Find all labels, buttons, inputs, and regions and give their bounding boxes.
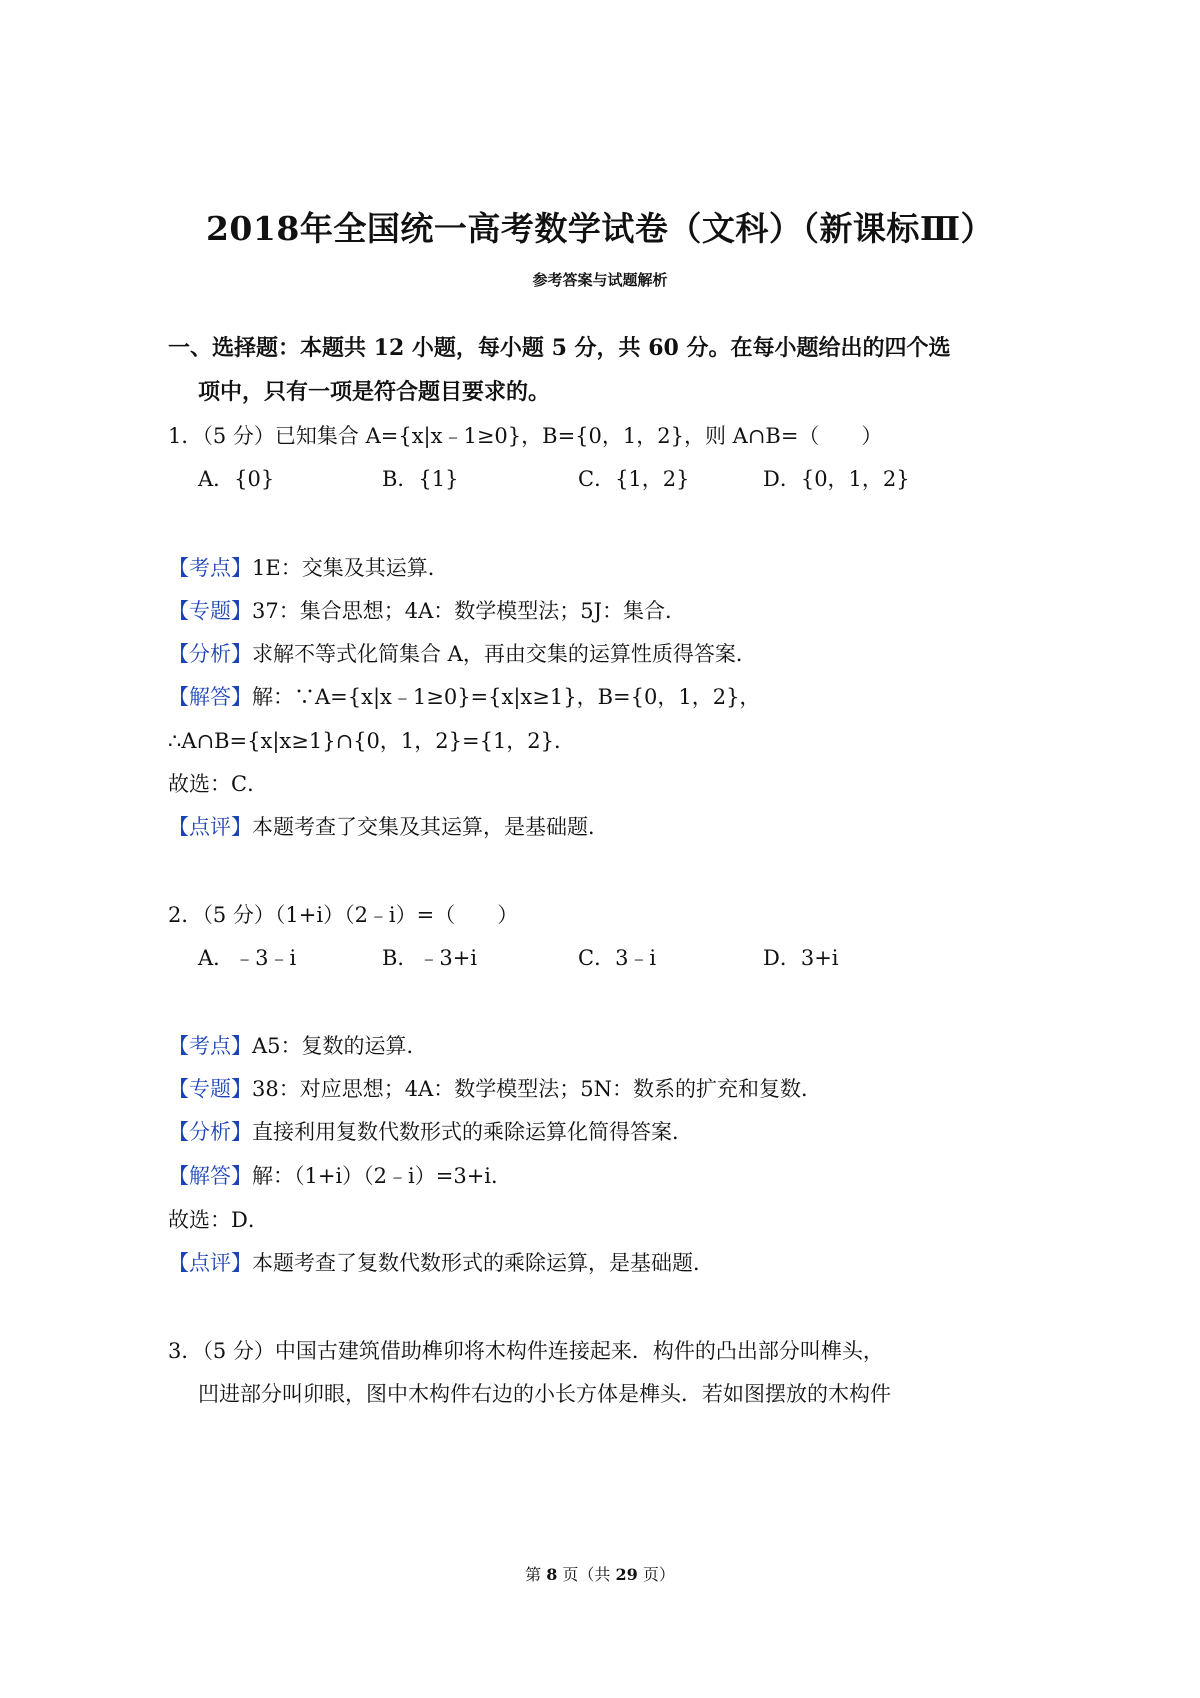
footer-prefix: 第 — [525, 1565, 542, 1584]
zhuanti-tag: 【专题】 — [168, 599, 252, 623]
footer-page-number: 8 — [546, 1565, 558, 1584]
q1-jieda-line-2: ∴A∩B={x|x≥1}∩{0，1，2}={1，2}． — [168, 729, 576, 753]
q1-fenxi — [168, 638, 757, 668]
q2-option-a: A．﹣3﹣i — [198, 946, 297, 970]
q1-jieda-text: 解：∵A={x|x﹣1≥0}={x|x≥1}，B={0，1，2}， — [252, 685, 761, 709]
q2-kaodian — [168, 1030, 428, 1060]
dianping-tag: 【点评】 — [168, 815, 252, 839]
q2-dianping-text: 本题考查了复数代数形式的乘除运算，是基础题． — [252, 1251, 714, 1275]
q2-dianping — [168, 1247, 714, 1277]
q1-option-a: A．{0} — [198, 467, 275, 491]
kaodian-tag: 【考点】 — [168, 1034, 252, 1058]
q1-dianping-text: 本题考查了交集及其运算，是基础题． — [252, 815, 609, 839]
q2-fenxi-text: 直接利用复数代数形式的乘除运算化简得答案． — [252, 1120, 693, 1144]
footer-suffix: 页） — [642, 1565, 675, 1584]
page-footer — [0, 1562, 1200, 1585]
section-heading-line-1: 一、选择题：本题共 12 小题，每小题 5 分，共 60 分。在每小题给出的四个选 — [168, 335, 951, 361]
q2-zhuanti-text: 38：对应思想；4A：数学模型法；5N：数系的扩充和复数． — [252, 1077, 822, 1101]
q2-option-c: C．3﹣i — [578, 946, 657, 970]
q1-zhuanti-text: 37：集合思想；4A：数学模型法；5J：集合． — [252, 599, 687, 623]
q2-jieda — [168, 1160, 512, 1190]
q1-kaodian-text: 1E：交集及其运算． — [252, 556, 449, 580]
q1-jieda — [168, 681, 760, 711]
q1-option-b: B．{1} — [382, 467, 459, 491]
q2-option-b: B．﹣3+i — [382, 946, 478, 970]
q1-option-c: C．{1，2} — [578, 467, 690, 491]
fenxi-tag: 【分析】 — [168, 1120, 252, 1144]
q3-stem-line-1: 3．（5 分）中国古建筑借助榫卯将木构件连接起来．构件的凸出部分叫榫头， — [168, 1339, 884, 1363]
q2-stem: 2．（5 分）（1+i）（2﹣i）=（ ） — [168, 903, 519, 927]
document-title: 2018年全国统一高考数学试卷（文科）（新课标Ⅲ） — [205, 209, 995, 248]
jieda-tag: 【解答】 — [168, 685, 252, 709]
q2-option-d: D．3+i — [763, 946, 839, 970]
q3-stem-line-2: 凹进部分叫卯眼，图中木构件右边的小长方体是榫头．若如图摆放的木构件 — [198, 1382, 891, 1406]
dianping-tag: 【点评】 — [168, 1251, 252, 1275]
footer-total-pages: 29 — [615, 1565, 638, 1584]
jieda-tag: 【解答】 — [168, 1164, 252, 1188]
zhuanti-tag: 【专题】 — [168, 1077, 252, 1101]
q1-zhuanti — [168, 595, 686, 625]
q2-kaodian-text: A5：复数的运算． — [252, 1034, 428, 1058]
footer-middle: 页（共 — [562, 1565, 611, 1584]
fenxi-tag: 【分析】 — [168, 642, 252, 666]
q1-stem: 1．（5 分）已知集合 A={x|x﹣1≥0}，B={0，1，2}，则 A∩B=（ ） — [168, 424, 883, 448]
q1-option-d: D．{0，1，2} — [763, 467, 910, 491]
q1-fenxi-text: 求解不等式化简集合 A，再由交集的运算性质得答案． — [252, 642, 757, 666]
kaodian-tag: 【考点】 — [168, 556, 252, 580]
q1-kaodian — [168, 552, 449, 582]
q1-answer: 故选：C． — [168, 772, 269, 796]
q2-zhuanti — [168, 1073, 822, 1103]
q2-jieda-text: 解：（1+i）（2﹣i）=3+i． — [252, 1164, 513, 1188]
section-heading-line-2: 项中，只有一项是符合题目要求的。 — [198, 379, 551, 405]
document-subtitle: 参考答案与试题解析 — [532, 271, 668, 289]
q2-fenxi — [168, 1116, 693, 1146]
q1-dianping — [168, 811, 609, 841]
q2-answer: 故选：D． — [168, 1208, 269, 1232]
